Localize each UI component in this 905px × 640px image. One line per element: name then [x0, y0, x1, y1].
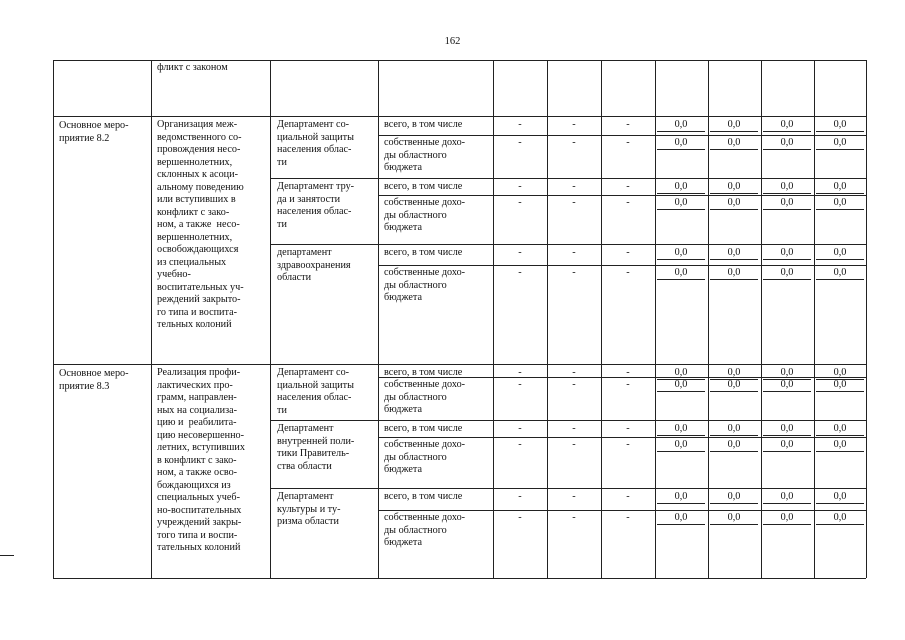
dash-cell: -: [518, 137, 522, 148]
value-underline: [816, 259, 864, 260]
table-grid-hline: [53, 578, 866, 579]
measure-name: Основное меро- приятие 8.2: [59, 120, 129, 144]
value-underline: [816, 279, 864, 280]
value-underline: [657, 524, 705, 525]
value-underline: [657, 503, 705, 504]
value-underline: [710, 503, 758, 504]
page-number: 162: [444, 36, 461, 47]
dash-cell: -: [572, 197, 576, 208]
value-cell: 0,0: [674, 512, 688, 523]
dash-cell: -: [572, 247, 576, 258]
funding-source: всего, в том числе: [384, 423, 463, 434]
value-cell: 0,0: [727, 491, 741, 502]
department-name: Департамент тру- да и занятости населения облас- ти: [277, 181, 355, 230]
funding-source: собственные дохо- ды областного бюджета: [384, 379, 466, 415]
department-name: Департамент со- циальной защиты населения облас- ти: [277, 119, 354, 168]
dash-cell: -: [626, 423, 630, 434]
dash-cell: -: [626, 379, 630, 390]
value-cell: 0,0: [674, 379, 688, 390]
value-underline: [710, 524, 758, 525]
value-cell: 0,0: [727, 423, 741, 434]
value-cell: 0,0: [780, 439, 794, 450]
dash-cell: -: [518, 267, 522, 278]
dash-cell: -: [626, 247, 630, 258]
value-cell: 0,0: [674, 267, 688, 278]
value-cell: 0,0: [780, 367, 794, 378]
table-grid-hline: [53, 364, 866, 365]
dash-cell: -: [518, 197, 522, 208]
value-underline: [710, 391, 758, 392]
value-cell: 0,0: [833, 367, 847, 378]
table-grid-hline: [270, 488, 866, 489]
value-underline: [763, 279, 811, 280]
value-underline: [816, 391, 864, 392]
value-underline: [710, 193, 758, 194]
dash-cell: -: [572, 439, 576, 450]
value-underline: [763, 193, 811, 194]
value-underline: [816, 209, 864, 210]
funding-source: собственные дохо- ды областного бюджета: [384, 439, 466, 475]
dash-cell: -: [572, 181, 576, 192]
value-cell: 0,0: [727, 181, 741, 192]
value-underline: [763, 391, 811, 392]
dash-cell: -: [518, 247, 522, 258]
dash-cell: -: [572, 137, 576, 148]
value-cell: 0,0: [727, 267, 741, 278]
table-grid-hline: [270, 178, 866, 179]
value-cell: 0,0: [674, 119, 688, 130]
value-underline: [657, 435, 705, 436]
dash-cell: -: [518, 367, 522, 378]
value-cell: 0,0: [780, 379, 794, 390]
value-underline: [763, 503, 811, 504]
funding-source: всего, в том числе: [384, 181, 463, 192]
department-name: Департамент внутренней поли- тики Правитель- ства области: [277, 423, 355, 472]
value-underline: [763, 451, 811, 452]
table-grid-hline: [270, 244, 866, 245]
dash-cell: -: [626, 267, 630, 278]
value-underline: [763, 149, 811, 150]
value-cell: 0,0: [674, 439, 688, 450]
value-cell: 0,0: [833, 512, 847, 523]
funding-source: собственные дохо- ды областного бюджета: [384, 197, 466, 233]
department-name: Департамент культуры и ту- ризма области: [277, 491, 341, 527]
dash-cell: -: [572, 379, 576, 390]
table-grid-hline: [53, 60, 866, 61]
value-cell: 0,0: [833, 181, 847, 192]
value-cell: 0,0: [727, 512, 741, 523]
value-underline: [657, 279, 705, 280]
value-underline: [763, 524, 811, 525]
value-cell: 0,0: [727, 119, 741, 130]
value-cell: 0,0: [833, 379, 847, 390]
value-cell: 0,0: [780, 119, 794, 130]
value-underline: [763, 131, 811, 132]
value-underline: [816, 149, 864, 150]
dash-cell: -: [518, 181, 522, 192]
table-grid-vline: [270, 60, 271, 578]
value-cell: 0,0: [780, 423, 794, 434]
value-cell: 0,0: [727, 367, 741, 378]
dash-cell: -: [626, 137, 630, 148]
value-cell: 0,0: [727, 137, 741, 148]
measure-description: Реализация профи- лактических про- грамм, направлен- ных на социализа- цию и реабилита- цию несовершенно- летних, вступивших в конфликт с зако- ном, а также осво- бождающихся из специальных учеб- но-воспитательных учреждений закры- того типа и воспи- тательных колоний: [157, 367, 245, 553]
value-underline: [763, 209, 811, 210]
value-underline: [657, 209, 705, 210]
dash-cell: -: [572, 491, 576, 502]
dash-cell: -: [518, 119, 522, 130]
department-name: Департамент со- циальной защиты населения облас- ти: [277, 367, 354, 416]
table-grid-vline: [866, 60, 867, 578]
value-underline: [710, 259, 758, 260]
value-underline: [816, 451, 864, 452]
value-underline: [657, 149, 705, 150]
continuation-text: фликт с законом: [157, 62, 228, 73]
value-cell: 0,0: [780, 137, 794, 148]
dash-cell: -: [518, 491, 522, 502]
dash-cell: -: [572, 512, 576, 523]
measure-name: Основное меро- приятие 8.3: [59, 368, 129, 392]
value-underline: [816, 503, 864, 504]
value-underline: [657, 259, 705, 260]
dash-cell: -: [518, 512, 522, 523]
value-cell: 0,0: [833, 423, 847, 434]
funding-source: собственные дохо- ды областного бюджета: [384, 267, 466, 303]
dash-cell: -: [626, 512, 630, 523]
value-underline: [763, 435, 811, 436]
value-underline: [816, 524, 864, 525]
dash-cell: -: [626, 367, 630, 378]
value-underline: [657, 451, 705, 452]
value-cell: 0,0: [727, 197, 741, 208]
value-underline: [657, 391, 705, 392]
dash-cell: -: [626, 197, 630, 208]
dash-cell: -: [518, 439, 522, 450]
dash-cell: -: [572, 423, 576, 434]
value-cell: 0,0: [674, 247, 688, 258]
table-grid-hline: [378, 510, 866, 511]
value-underline: [816, 435, 864, 436]
value-cell: 0,0: [780, 247, 794, 258]
funding-source: всего, в том числе: [384, 247, 463, 258]
table-grid-hline: [378, 195, 866, 196]
value-cell: 0,0: [833, 137, 847, 148]
dash-cell: -: [626, 491, 630, 502]
table-grid-hline: [270, 420, 866, 421]
value-underline: [710, 279, 758, 280]
value-cell: 0,0: [727, 439, 741, 450]
value-cell: 0,0: [833, 119, 847, 130]
value-underline: [657, 131, 705, 132]
margin-mark: [0, 555, 14, 556]
table-grid-hline: [378, 135, 866, 136]
value-underline: [816, 193, 864, 194]
value-cell: 0,0: [674, 197, 688, 208]
value-underline: [816, 131, 864, 132]
value-cell: 0,0: [833, 267, 847, 278]
value-cell: 0,0: [674, 423, 688, 434]
value-underline: [710, 149, 758, 150]
value-underline: [710, 451, 758, 452]
table-grid-hline: [53, 116, 866, 117]
value-underline: [763, 259, 811, 260]
dash-cell: -: [572, 367, 576, 378]
table-grid-vline: [53, 60, 54, 578]
funding-source: всего, в том числе: [384, 119, 463, 130]
value-underline: [710, 435, 758, 436]
measure-description: Организация меж- ведомственного со- провождения несо- вершеннолетних, склонных к асоци- альному поведению или вступивших в конфликт с зако- ном, а также несо- вершеннолетних, освобождающихся из специальных учебно- воспитательных уч- реждений закрыто- го типа и воспита- тельных колоний: [157, 119, 244, 330]
table-grid-vline: [151, 60, 152, 578]
value-cell: 0,0: [780, 181, 794, 192]
table-grid-vline: [378, 60, 379, 578]
value-underline: [710, 131, 758, 132]
dash-cell: -: [626, 181, 630, 192]
funding-source: собственные дохо- ды областного бюджета: [384, 137, 466, 173]
value-cell: 0,0: [833, 197, 847, 208]
dash-cell: -: [626, 439, 630, 450]
funding-source: всего, в том числе: [384, 491, 463, 502]
department-name: департамент здравоохранения области: [277, 247, 351, 283]
dash-cell: -: [518, 423, 522, 434]
dash-cell: -: [518, 379, 522, 390]
value-cell: 0,0: [674, 137, 688, 148]
value-cell: 0,0: [780, 197, 794, 208]
funding-source: всего, в том числе: [384, 367, 463, 378]
value-cell: 0,0: [674, 367, 688, 378]
table-grid-hline: [378, 265, 866, 266]
value-cell: 0,0: [833, 439, 847, 450]
value-cell: 0,0: [833, 491, 847, 502]
funding-source: собственные дохо- ды областного бюджета: [384, 512, 466, 548]
value-underline: [657, 193, 705, 194]
dash-cell: -: [572, 119, 576, 130]
value-cell: 0,0: [674, 181, 688, 192]
value-cell: 0,0: [833, 247, 847, 258]
table-grid-hline: [378, 437, 866, 438]
value-cell: 0,0: [727, 379, 741, 390]
value-cell: 0,0: [780, 512, 794, 523]
value-cell: 0,0: [727, 247, 741, 258]
value-cell: 0,0: [780, 491, 794, 502]
value-underline: [710, 209, 758, 210]
value-cell: 0,0: [674, 491, 688, 502]
dash-cell: -: [626, 119, 630, 130]
value-cell: 0,0: [780, 267, 794, 278]
dash-cell: -: [572, 267, 576, 278]
